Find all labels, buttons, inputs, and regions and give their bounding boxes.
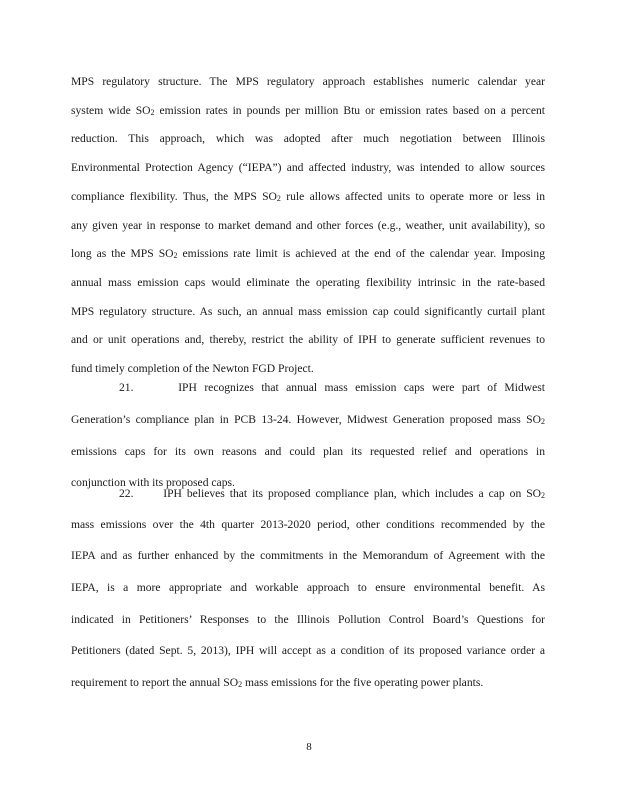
text-line: MPS regulatory structure. The MPS regulatory approach establishes numeric calendar year	[71, 75, 545, 88]
text-line: long as the MPS $SO_2$ emissions rate limit is achieved at the end of the calendar year. Imposing	[71, 247, 545, 260]
text-line: fund timely completion of the Newton FGD Project.	[71, 362, 314, 375]
text-line: requirement to report the annual $SO_2$ mass emissions for the five operating power plants.	[71, 676, 484, 689]
paragraph-text: IPH recognizes that annual mass emission caps were part of Midwest	[178, 381, 545, 394]
text-line: mass emissions over the 4th quarter 2013-2020 period, other conditions recommended by the	[71, 518, 545, 531]
paragraph-22-first-line	[119, 487, 545, 501]
text-line: compliance flexibility. Thus, the MPS $SO_2$ rule allows affected units to operate more or less in	[71, 190, 545, 203]
text-line: MPS regulatory structure. As such, an annual mass emission cap could significantly curtail plant	[71, 305, 545, 318]
page-number: 8	[306, 741, 312, 753]
text-line: Petitioners (dated Sept. 5, 2013), IPH will accept as a condition of its proposed variance order a	[71, 644, 545, 657]
text-line: conjunction with its proposed caps.	[71, 476, 235, 489]
text-line: any given year in response to market demand and other forces (e.g., weather, unit availability), so	[71, 219, 545, 232]
paragraph-number: 22.	[119, 487, 134, 500]
text-line: IEPA and as further enhanced by the commitments in the Memorandum of Agreement with the	[71, 549, 545, 562]
paragraph-text: IPH believes that its proposed compliance plan, which includes a cap on $SO_2$	[163, 487, 546, 500]
text-line: emissions caps for its own reasons and could plan its requested relief and operations in	[71, 445, 545, 458]
paragraph-21-first-line	[119, 381, 545, 395]
text-line: system wide $SO_2$ emission rates in pounds per million Btu or emission rates based on a percent	[71, 104, 545, 117]
paragraph-number: 21.	[119, 381, 134, 394]
text-line: Generation’s compliance plan in PCB 13-24. However, Midwest Generation proposed mass $SO_2$	[71, 413, 545, 426]
text-line: reduction. This approach, which was adopted after much negotiation between Illinois	[71, 132, 545, 145]
text-line: Environmental Protection Agency (“IEPA”) and affected industry, was intended to allow sources	[71, 161, 545, 174]
text-line: indicated in Petitioners’ Responses to the Illinois Pollution Control Board’s Questions for	[71, 613, 545, 626]
text-line: and or unit operations and, thereby, restrict the ability of IPH to generate sufficient revenues to	[71, 333, 545, 346]
text-line: annual mass emission caps would eliminate the operating flexibility intrinsic in the rate-based	[71, 276, 545, 289]
text-line: IEPA, is a more appropriate and workable approach to ensure environmental benefit. As	[71, 581, 545, 594]
